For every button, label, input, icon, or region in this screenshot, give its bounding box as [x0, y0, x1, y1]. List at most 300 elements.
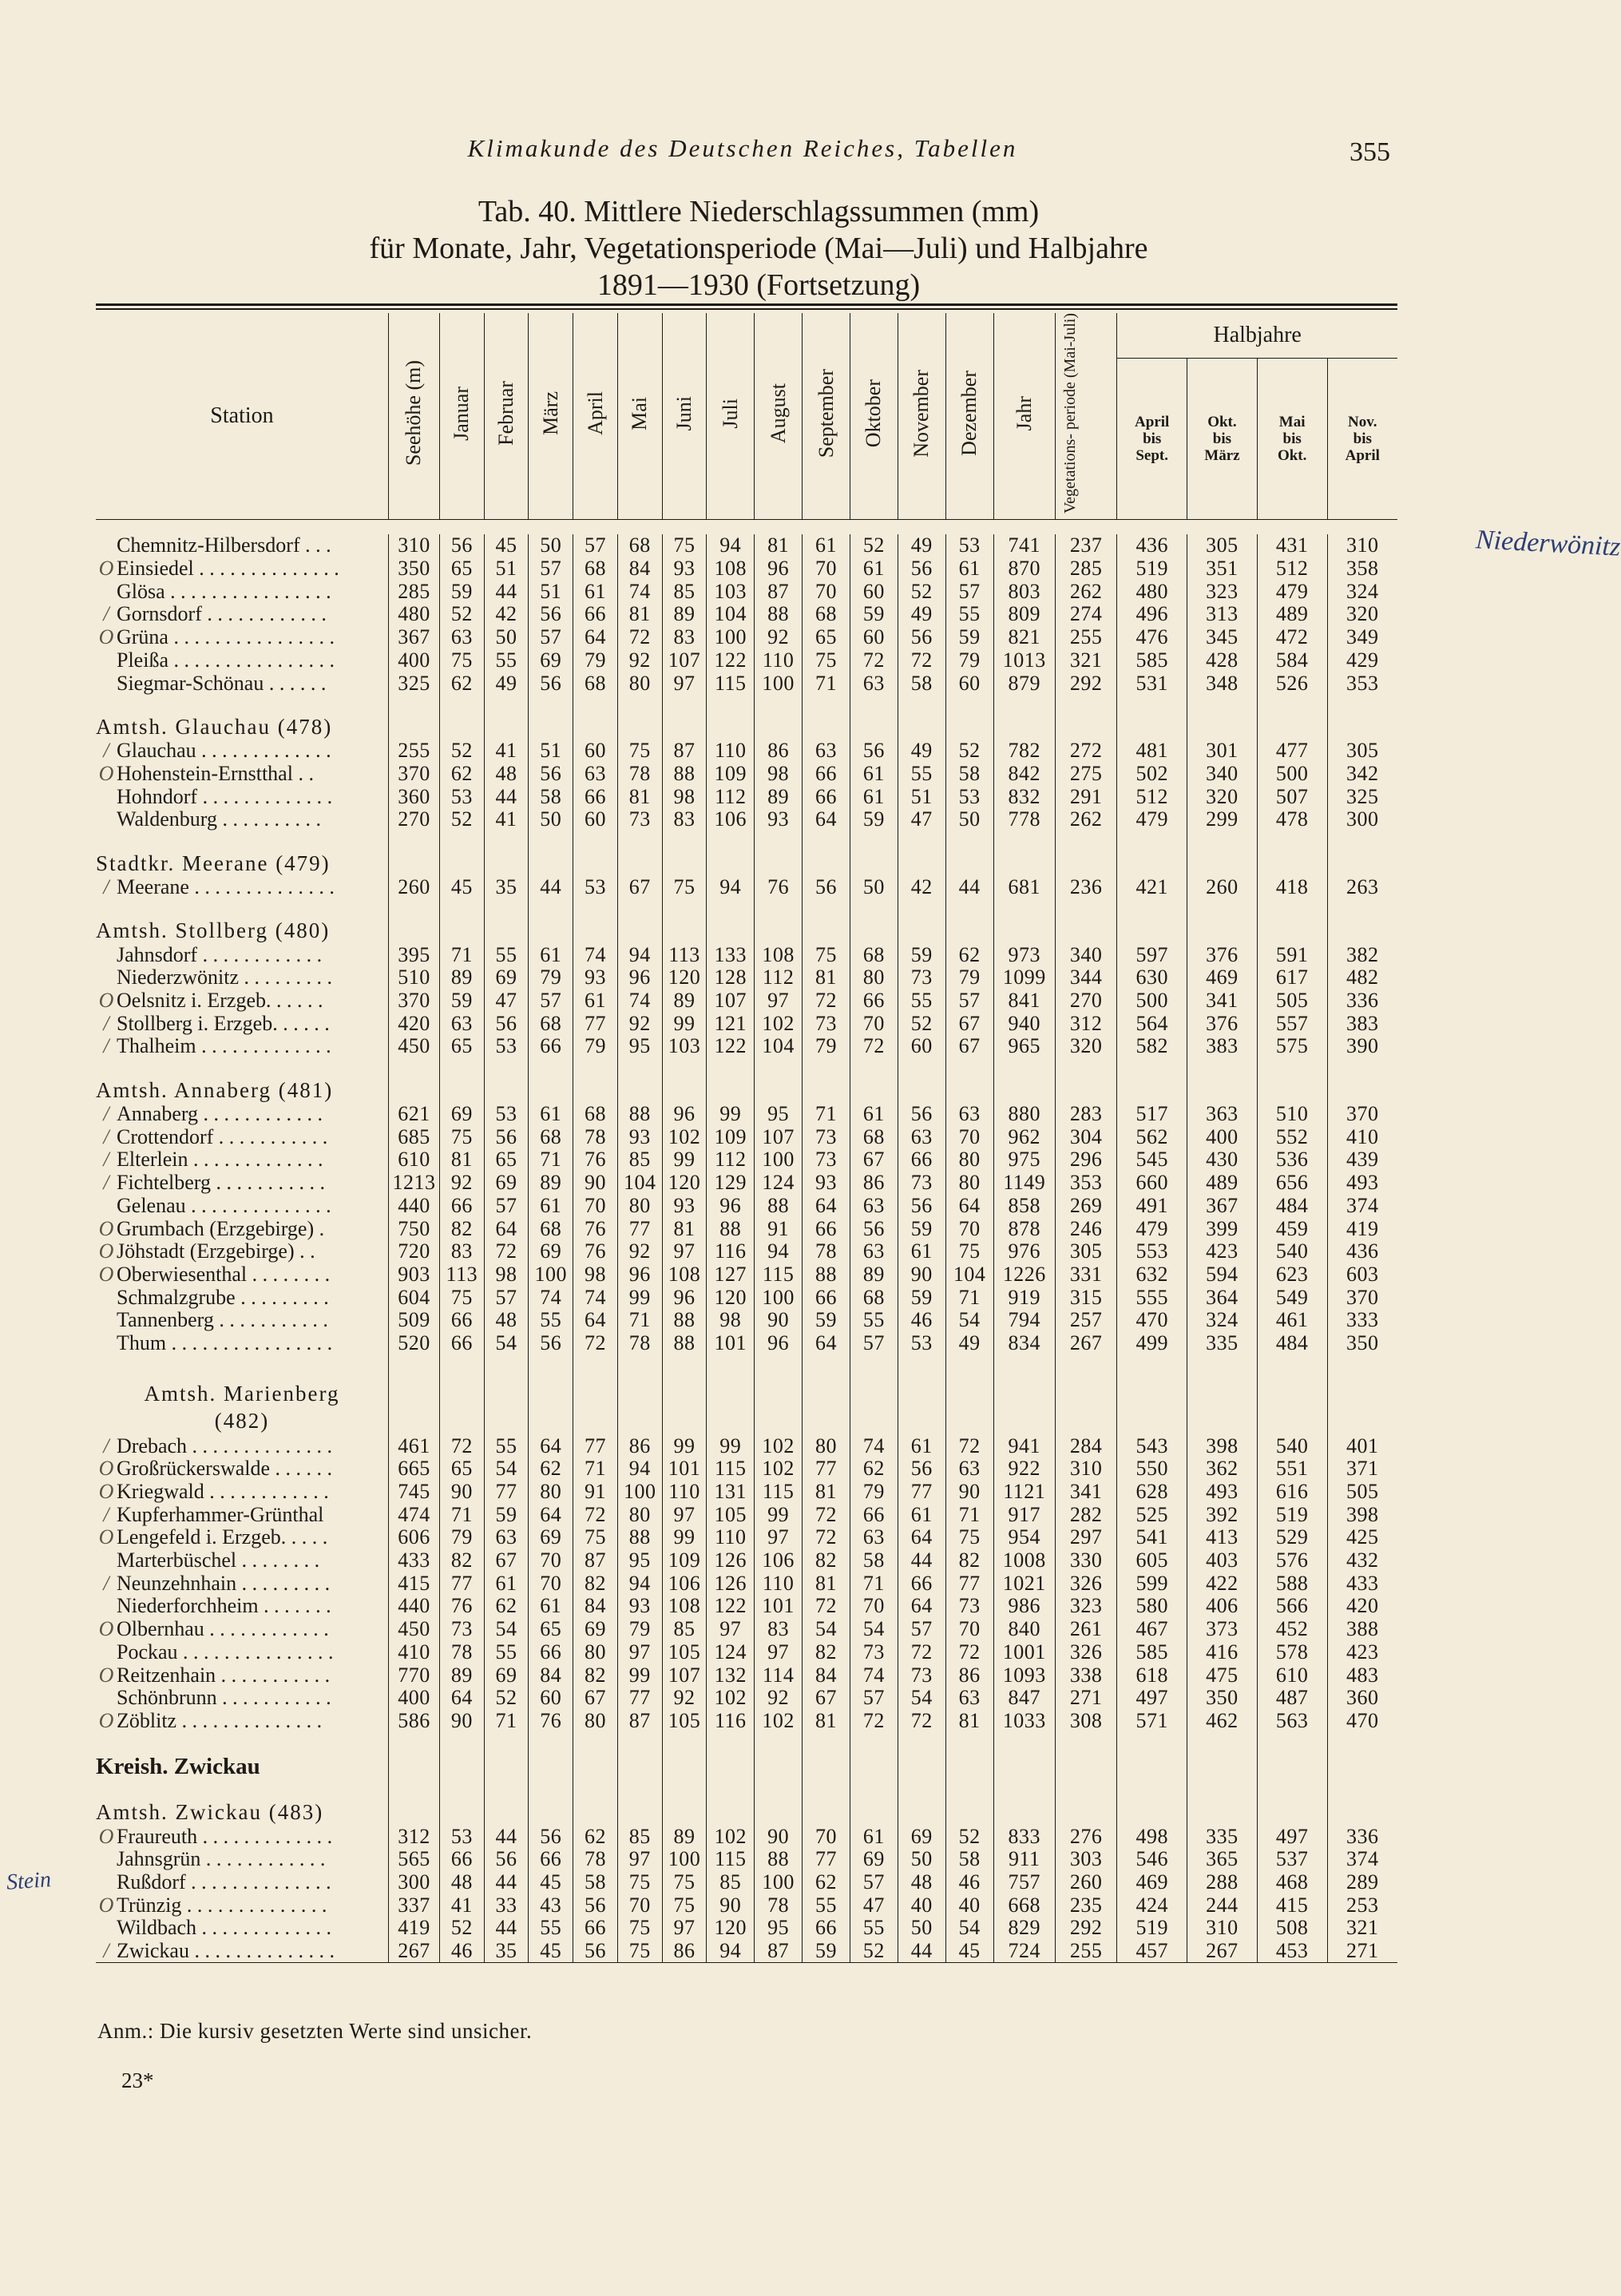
- value-cell: 85: [707, 1871, 755, 1894]
- value-cell: 55: [484, 1640, 529, 1664]
- value-cell: 66: [573, 785, 618, 808]
- value-cell: 106: [662, 1572, 707, 1595]
- value-cell: 597: [1117, 943, 1187, 966]
- value-cell: 73: [850, 1640, 898, 1664]
- value-cell: 520: [388, 1332, 439, 1355]
- value-cell: 833: [993, 1825, 1055, 1848]
- value-cell: 55: [484, 1434, 529, 1457]
- value-cell: 360: [388, 785, 439, 808]
- value-cell: 72: [850, 648, 898, 672]
- value-cell: 371: [1327, 1457, 1397, 1481]
- value-cell: 46: [439, 1940, 484, 1963]
- value-cell: 120: [707, 1286, 755, 1309]
- value-cell: 507: [1257, 785, 1327, 808]
- value-cell: 65: [529, 1618, 573, 1641]
- handwritten-mark: O: [98, 1663, 114, 1687]
- value-cell: 77: [945, 1572, 993, 1595]
- value-cell: 72: [803, 1526, 850, 1549]
- value-cell: 113: [439, 1263, 484, 1287]
- value-cell: 57: [850, 1687, 898, 1710]
- value-cell: 78: [573, 1125, 618, 1148]
- value-cell: 85: [662, 580, 707, 603]
- seehoehe-header: Seehöhe (m): [402, 360, 426, 466]
- value-cell: 100: [529, 1263, 573, 1287]
- table-row: [96, 1332, 1397, 1355]
- station-cell: [96, 1172, 388, 1195]
- value-cell: 61: [573, 580, 618, 603]
- handwritten-mark: /: [103, 1034, 109, 1058]
- halbjahr-header-okt-maerz: Okt. bis März: [1204, 414, 1240, 465]
- value-cell: 81: [803, 1572, 850, 1595]
- value-cell: 487: [1257, 1687, 1327, 1710]
- value-cell: 87: [755, 580, 803, 603]
- value-cell: 74: [850, 1664, 898, 1687]
- value-cell: 803: [993, 580, 1055, 603]
- header-rule-thin: [96, 308, 1397, 310]
- handwritten-mark: /: [103, 1571, 109, 1595]
- value-cell: 96: [662, 1103, 707, 1126]
- value-cell: 100: [662, 1848, 707, 1871]
- value-cell: 870: [993, 557, 1055, 581]
- value-cell: 778: [993, 808, 1055, 831]
- value-cell: 479: [1117, 808, 1187, 831]
- value-cell: 383: [1187, 1035, 1258, 1058]
- value-cell: 436: [1327, 1240, 1397, 1263]
- value-cell: 519: [1117, 557, 1187, 581]
- value-cell: 605: [1117, 1549, 1187, 1572]
- value-cell: 75: [662, 1894, 707, 1917]
- value-cell: 64: [484, 1217, 529, 1240]
- value-cell: 93: [803, 1172, 850, 1195]
- value-cell: 403: [1187, 1549, 1258, 1572]
- table-row: [96, 672, 1397, 695]
- value-cell: 430: [1187, 1148, 1258, 1172]
- table-row: [96, 1457, 1397, 1481]
- value-cell: 44: [484, 785, 529, 808]
- value-cell: 342: [1327, 763, 1397, 786]
- value-cell: 453: [1257, 1940, 1327, 1963]
- value-cell: 126: [707, 1572, 755, 1595]
- table-row: [96, 1549, 1397, 1572]
- value-cell: 954: [993, 1526, 1055, 1549]
- value-cell: 52: [898, 1012, 945, 1035]
- value-cell: 71: [617, 1309, 662, 1332]
- value-cell: 64: [439, 1687, 484, 1710]
- table-row: [96, 1640, 1397, 1664]
- value-cell: 99: [707, 1434, 755, 1457]
- value-cell: 94: [707, 876, 755, 899]
- value-cell: 508: [1257, 1917, 1327, 1940]
- value-cell: 99: [662, 1526, 707, 1549]
- header-row-1: [96, 313, 1397, 359]
- value-cell: 45: [945, 1940, 993, 1963]
- table-row: [96, 943, 1397, 966]
- value-cell: 370: [1327, 1103, 1397, 1126]
- value-cell: 834: [993, 1332, 1055, 1355]
- value-cell: 50: [898, 1848, 945, 1871]
- value-cell: 93: [755, 808, 803, 831]
- value-cell: 52: [439, 603, 484, 626]
- value-cell: 100: [755, 1871, 803, 1894]
- value-cell: 66: [803, 1217, 850, 1240]
- value-cell: 100: [755, 1148, 803, 1172]
- value-cell: 71: [945, 1286, 993, 1309]
- handwritten-mark: O: [98, 1262, 114, 1286]
- value-cell: 79: [617, 1618, 662, 1641]
- handwritten-mark: O: [98, 1239, 114, 1263]
- value-cell: 312: [1055, 1012, 1116, 1035]
- value-cell: 452: [1257, 1618, 1327, 1641]
- value-cell: 58: [573, 1871, 618, 1894]
- value-cell: 80: [803, 1434, 850, 1457]
- value-cell: 350: [1187, 1687, 1258, 1710]
- value-cell: 80: [617, 1194, 662, 1217]
- value-cell: 481: [1117, 740, 1187, 763]
- footnote: Anm.: Die kursiv gesetzten Werte sind unsicher.: [97, 2019, 533, 2043]
- station-name: Drebach . . . . . . . . . . . . . .: [117, 1434, 333, 1457]
- value-cell: 470: [1327, 1710, 1397, 1733]
- value-cell: 70: [529, 1549, 573, 1572]
- value-cell: 603: [1327, 1263, 1397, 1287]
- value-cell: 303: [1055, 1848, 1116, 1871]
- table-row: [96, 1595, 1397, 1618]
- value-cell: 480: [1117, 580, 1187, 603]
- value-cell: 588: [1257, 1572, 1327, 1595]
- value-cell: 75: [617, 1940, 662, 1963]
- value-cell: 757: [993, 1871, 1055, 1894]
- value-cell: 326: [1055, 1572, 1116, 1595]
- value-cell: 63: [898, 1125, 945, 1148]
- value-cell: 110: [707, 1526, 755, 1549]
- station-cell: [96, 1240, 388, 1263]
- value-cell: 55: [945, 603, 993, 626]
- value-cell: 83: [662, 626, 707, 649]
- value-cell: 57: [898, 1618, 945, 1641]
- value-cell: 70: [850, 1595, 898, 1618]
- value-cell: 75: [617, 740, 662, 763]
- value-cell: 41: [439, 1894, 484, 1917]
- value-cell: 594: [1187, 1263, 1258, 1287]
- value-cell: 56: [573, 1894, 618, 1917]
- station-name: Reitzenhain . . . . . . . . . . .: [117, 1663, 331, 1687]
- table-row: [96, 648, 1397, 672]
- value-cell: 563: [1257, 1710, 1327, 1733]
- value-cell: 90: [707, 1894, 755, 1917]
- value-cell: 586: [388, 1710, 439, 1733]
- value-cell: 53: [945, 785, 993, 808]
- value-cell: 64: [945, 1194, 993, 1217]
- month-header: November: [910, 369, 933, 458]
- station-cell: [96, 1217, 388, 1240]
- value-cell: 88: [662, 1332, 707, 1355]
- value-cell: 502: [1117, 763, 1187, 786]
- value-cell: 100: [755, 1286, 803, 1309]
- value-cell: 79: [529, 966, 573, 989]
- value-cell: 61: [898, 1240, 945, 1263]
- value-cell: 68: [573, 557, 618, 581]
- value-cell: 87: [617, 1710, 662, 1733]
- value-cell: 260: [388, 876, 439, 899]
- value-cell: 122: [707, 1595, 755, 1618]
- value-cell: 940: [993, 1012, 1055, 1035]
- value-cell: 52: [484, 1687, 529, 1710]
- value-cell: 70: [803, 580, 850, 603]
- value-cell: 44: [898, 1549, 945, 1572]
- value-cell: 479: [1117, 1217, 1187, 1240]
- value-cell: 842: [993, 763, 1055, 786]
- table-row: [96, 808, 1397, 831]
- value-cell: 621: [388, 1103, 439, 1126]
- value-cell: 1149: [993, 1172, 1055, 1195]
- value-cell: 49: [898, 740, 945, 763]
- table-row: [96, 989, 1397, 1013]
- value-cell: 69: [484, 1664, 529, 1687]
- value-cell: 112: [707, 1148, 755, 1172]
- value-cell: 72: [945, 1640, 993, 1664]
- handwritten-mark: O: [98, 1525, 114, 1549]
- value-cell: 65: [484, 1148, 529, 1172]
- value-cell: 429: [1327, 648, 1397, 672]
- value-cell: 90: [755, 1825, 803, 1848]
- value-cell: 44: [898, 1940, 945, 1963]
- table-row: [96, 1217, 1397, 1240]
- value-cell: 67: [617, 876, 662, 899]
- value-cell: 406: [1187, 1595, 1258, 1618]
- value-cell: 81: [617, 785, 662, 808]
- value-cell: 496: [1117, 603, 1187, 626]
- value-cell: 69: [529, 648, 573, 672]
- value-cell: 472: [1257, 626, 1327, 649]
- value-cell: 419: [388, 1917, 439, 1940]
- value-cell: 133: [707, 943, 755, 966]
- value-cell: 102: [755, 1012, 803, 1035]
- value-cell: 93: [573, 966, 618, 989]
- value-cell: 300: [1327, 808, 1397, 831]
- station-cell: [96, 1894, 388, 1917]
- value-cell: 941: [993, 1434, 1055, 1457]
- value-cell: 71: [573, 1457, 618, 1481]
- value-cell: 79: [439, 1526, 484, 1549]
- station-name: Wildbach . . . . . . . . . . . . .: [117, 1916, 332, 1940]
- value-cell: 628: [1117, 1481, 1187, 1504]
- value-cell: 880: [993, 1103, 1055, 1126]
- station-name: Grumbach (Erzgebirge) .: [117, 1216, 325, 1240]
- value-cell: 344: [1055, 966, 1116, 989]
- value-cell: 261: [1055, 1618, 1116, 1641]
- station-cell: [96, 740, 388, 763]
- value-cell: 66: [898, 1148, 945, 1172]
- value-cell: 665: [388, 1457, 439, 1481]
- value-cell: 275: [1055, 763, 1116, 786]
- value-cell: 56: [439, 534, 484, 557]
- value-cell: 271: [1327, 1940, 1397, 1963]
- value-cell: 61: [850, 785, 898, 808]
- value-cell: 323: [1187, 580, 1258, 603]
- value-cell: 668: [993, 1894, 1055, 1917]
- value-cell: 976: [993, 1240, 1055, 1263]
- value-cell: 540: [1257, 1240, 1327, 1263]
- value-cell: 324: [1187, 1309, 1258, 1332]
- value-cell: 310: [1055, 1457, 1116, 1481]
- value-cell: 348: [1187, 672, 1258, 695]
- halbjahr-header-mai-okt: Mai bis Okt.: [1277, 414, 1307, 465]
- value-cell: 70: [573, 1194, 618, 1217]
- value-cell: 59: [803, 1940, 850, 1963]
- value-cell: 274: [1055, 603, 1116, 626]
- value-cell: 289: [1327, 1871, 1397, 1894]
- value-cell: 782: [993, 740, 1055, 763]
- table-row: [96, 966, 1397, 989]
- month-header: Mai: [628, 396, 652, 430]
- station-cell: [96, 1309, 388, 1332]
- value-cell: 498: [1117, 1825, 1187, 1848]
- value-cell: 84: [573, 1595, 618, 1618]
- value-cell: 475: [1187, 1664, 1258, 1687]
- value-cell: 120: [662, 1172, 707, 1195]
- value-cell: 115: [707, 1457, 755, 1481]
- value-cell: 525: [1117, 1503, 1187, 1526]
- value-cell: 73: [803, 1125, 850, 1148]
- station-cell: [96, 1035, 388, 1058]
- value-cell: 770: [388, 1664, 439, 1687]
- value-cell: 65: [439, 1457, 484, 1481]
- value-cell: 35: [484, 876, 529, 899]
- value-cell: 305: [1055, 1240, 1116, 1263]
- value-cell: 879: [993, 672, 1055, 695]
- value-cell: 108: [755, 943, 803, 966]
- value-cell: 92: [755, 1687, 803, 1710]
- value-cell: 321: [1327, 1917, 1397, 1940]
- value-cell: 75: [945, 1240, 993, 1263]
- station-cell: [96, 989, 388, 1013]
- value-cell: 112: [707, 785, 755, 808]
- handwritten-mark: /: [103, 1434, 109, 1457]
- value-cell: 80: [529, 1481, 573, 1504]
- value-cell: 493: [1187, 1481, 1258, 1504]
- value-cell: 64: [898, 1526, 945, 1549]
- value-cell: 71: [945, 1503, 993, 1526]
- value-cell: 86: [945, 1664, 993, 1687]
- station-cell: [96, 1125, 388, 1148]
- value-cell: 562: [1117, 1125, 1187, 1148]
- value-cell: 61: [898, 1434, 945, 1457]
- value-cell: 541: [1117, 1526, 1187, 1549]
- value-cell: 78: [617, 763, 662, 786]
- value-cell: 61: [573, 989, 618, 1013]
- value-cell: 244: [1187, 1894, 1258, 1917]
- value-cell: 365: [1187, 1848, 1258, 1871]
- station-name: Stollberg i. Erzgeb. . . . . .: [117, 1011, 330, 1035]
- value-cell: 89: [755, 785, 803, 808]
- value-cell: 121: [707, 1012, 755, 1035]
- value-cell: 69: [850, 1848, 898, 1871]
- value-cell: 90: [439, 1710, 484, 1733]
- value-cell: 526: [1257, 672, 1327, 695]
- station-name: Neunzehnhain . . . . . . . . .: [117, 1571, 331, 1595]
- station-name: Niederzwönitz . . . . . . . . .: [117, 966, 333, 989]
- value-cell: 68: [573, 672, 618, 695]
- value-cell: 42: [484, 603, 529, 626]
- value-cell: 107: [755, 1125, 803, 1148]
- value-cell: 745: [388, 1481, 439, 1504]
- value-cell: 88: [755, 1194, 803, 1217]
- value-cell: 477: [1257, 740, 1327, 763]
- value-cell: 468: [1257, 1871, 1327, 1894]
- value-cell: 95: [617, 1035, 662, 1058]
- value-cell: 94: [617, 943, 662, 966]
- value-cell: 68: [803, 603, 850, 626]
- value-cell: 51: [898, 785, 945, 808]
- station-cell: [96, 1332, 388, 1355]
- table-row: [96, 785, 1397, 808]
- station-name: Schmalzgrube . . . . . . . . .: [117, 1285, 329, 1309]
- table-row: [96, 1309, 1397, 1332]
- value-cell: 591: [1257, 943, 1327, 966]
- value-cell: 557: [1257, 1012, 1327, 1035]
- value-cell: 57: [529, 557, 573, 581]
- value-cell: 127: [707, 1263, 755, 1287]
- value-cell: 57: [573, 534, 618, 557]
- value-cell: 497: [1257, 1825, 1327, 1848]
- value-cell: 284: [1055, 1434, 1116, 1457]
- value-cell: 61: [529, 1103, 573, 1126]
- value-cell: 325: [1327, 785, 1397, 808]
- value-cell: 582: [1117, 1035, 1187, 1058]
- value-cell: 122: [707, 1035, 755, 1058]
- table-row: [96, 876, 1397, 899]
- header-rule-thick: [96, 303, 1397, 306]
- value-cell: 92: [617, 648, 662, 672]
- station-cell: [96, 1572, 388, 1595]
- table-row: [96, 1481, 1397, 1504]
- value-cell: 483: [1327, 1664, 1397, 1687]
- value-cell: 370: [388, 763, 439, 786]
- value-cell: 388: [1327, 1618, 1397, 1641]
- station-cell: [96, 1526, 388, 1549]
- value-cell: 253: [1327, 1894, 1397, 1917]
- value-cell: 457: [1117, 1940, 1187, 1963]
- value-cell: 61: [803, 534, 850, 557]
- handwritten-mark: /: [103, 1171, 109, 1195]
- value-cell: 52: [850, 1940, 898, 1963]
- value-cell: 90: [945, 1481, 993, 1504]
- value-cell: 87: [755, 1940, 803, 1963]
- value-cell: 301: [1187, 740, 1258, 763]
- value-cell: 92: [617, 1012, 662, 1035]
- value-cell: 54: [484, 1457, 529, 1481]
- station-name: Gelenau . . . . . . . . . . . . . .: [117, 1193, 331, 1217]
- value-cell: 67: [573, 1687, 618, 1710]
- station-cell: [96, 1549, 388, 1572]
- value-cell: 416: [1187, 1640, 1258, 1664]
- value-cell: 917: [993, 1503, 1055, 1526]
- station-cell: [96, 1286, 388, 1309]
- table-row: [96, 1148, 1397, 1172]
- table-row: [96, 1825, 1397, 1848]
- handwritten-mark: O: [98, 1216, 114, 1240]
- table-row: [96, 1172, 1397, 1195]
- value-cell: 269: [1055, 1194, 1116, 1217]
- value-cell: 70: [803, 1825, 850, 1848]
- value-cell: 66: [439, 1848, 484, 1871]
- value-cell: 56: [898, 1103, 945, 1126]
- value-cell: 505: [1257, 989, 1327, 1013]
- value-cell: 48: [484, 763, 529, 786]
- section-label: Amtsh. Annaberg (481): [96, 1077, 334, 1102]
- value-cell: 47: [850, 1894, 898, 1917]
- value-cell: 291: [1055, 785, 1116, 808]
- value-cell: 324: [1327, 580, 1397, 603]
